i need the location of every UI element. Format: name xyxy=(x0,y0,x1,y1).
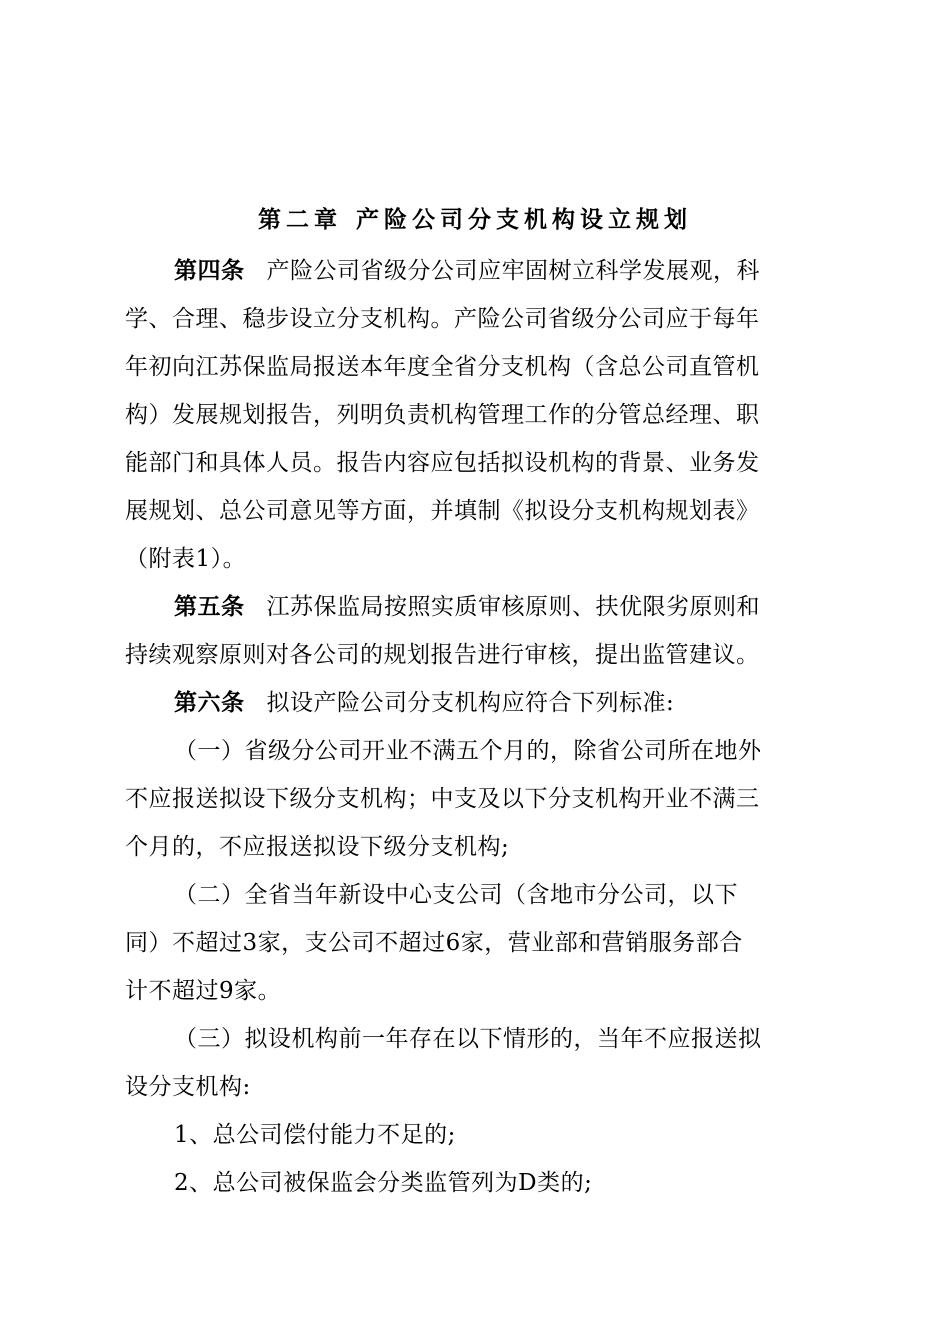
clause-2-line-3: 计不超过9家。 xyxy=(125,978,282,1004)
article-4-line-1: 第四条 产险公司省级分公司应牢固树立科学发展观，科 xyxy=(174,258,760,284)
article-6-label: 第六条 xyxy=(174,690,245,716)
clause-2-line-1: （二）全省当年新设中心支公司（含地市分公司，以下 xyxy=(174,882,738,908)
article-5-line-2: 持续观察原则对各公司的规划报告进行审核，提出监管建议。 xyxy=(125,642,760,668)
article-4-line-6: 展规划、总公司意见等方面，并填制《拟设分支机构规划表》 xyxy=(125,498,760,524)
clause-3-line-1: （三）拟设机构前一年存在以下情形的，当年不应报送拟 xyxy=(174,1026,762,1052)
clause-1-line-1: （一）省级分公司开业不满五个月的，除省公司所在地外 xyxy=(174,738,762,764)
clause-2-line-2: 同）不超过3家，支公司不超过6家，营业部和营销服务部合 xyxy=(125,930,743,956)
chapter-title: 产险公司分支机构设立规划 xyxy=(356,207,692,233)
chapter-number: 第二章 xyxy=(258,207,342,233)
article-4-line-4: 构）发展规划报告，列明负责机构管理工作的分管总经理、职 xyxy=(125,402,760,428)
clause-1-line-3: 个月的，不应报送拟设下级分支机构; xyxy=(125,834,510,860)
clause-3-line-2: 设分支机构: xyxy=(125,1074,251,1100)
article-4-line-3: 年初向江苏保监局报送本年度全省分支机构（含总公司直管机 xyxy=(125,354,760,380)
article-6-line-1: 第六条 拟设产险公司分支机构应符合下列标准: xyxy=(174,690,675,716)
clause-1-line-2: 不应报送拟设下级分支机构；中支及以下分支机构开业不满三 xyxy=(125,786,760,812)
list-item: 2、总公司被保监会分类监管列为D类的; xyxy=(174,1170,593,1196)
article-4-line-5: 能部门和具体人员。报告内容应包括拟设机构的背景、业务发 xyxy=(125,450,760,476)
article-5-line-1: 第五条 江苏保监局按照实质审核原则、扶优限劣原则和 xyxy=(174,594,760,620)
article-4-line-7: （附表1）。 xyxy=(125,546,247,572)
list-item: 1、总公司偿付能力不足的; xyxy=(174,1122,456,1148)
article-4-line-2: 学、合理、稳步设立分支机构。产险公司省级分公司应于每年 xyxy=(125,306,760,332)
article-4-label: 第四条 xyxy=(174,258,245,284)
article-5-label: 第五条 xyxy=(174,594,245,620)
chapter-heading xyxy=(0,196,950,244)
